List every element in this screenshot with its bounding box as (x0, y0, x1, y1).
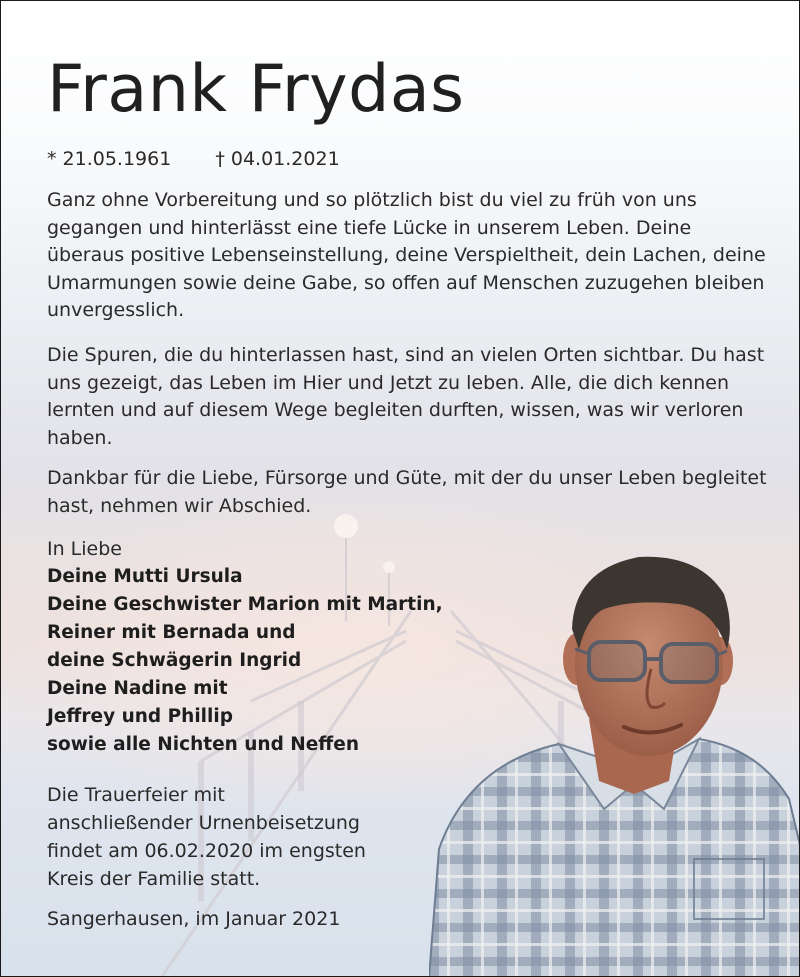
ceremony-line: Kreis der Familie statt. (47, 868, 261, 890)
ceremony-line: anschließender Urnenbeisetzung (47, 812, 360, 834)
signatory-line: Reiner mit Bernada und (47, 622, 296, 643)
portrait-photo (429, 549, 800, 977)
life-dates (47, 145, 340, 173)
ceremony-line: Die Trauerfeier mit (47, 784, 225, 806)
birth-date: * 21.05.1961 (47, 148, 172, 170)
obituary-paragraph: Die Spuren, die du hinterlassen hast, sind an vielen Orten sichtbar. Du hast uns gezeigt, das Leben im Hier und Jetzt zu leben. Alle, die dich kennen lernten und auf diesem Wege begleiten durften, wissen, was wir verloren haben. (47, 344, 765, 449)
deceased-name: Frank Frydas (47, 52, 465, 127)
signatory-line: Deine Geschwister Marion mit Martin, (47, 594, 443, 615)
greeting: In Liebe (47, 538, 122, 560)
signatory-line: sowie alle Nichten und Neffen (47, 734, 360, 755)
place-and-date: Sangerhausen, im Januar 2021 (47, 908, 341, 930)
ceremony-line: findet am 06.02.2020 im engsten (47, 840, 366, 862)
signatory-line: Deine Nadine mit (47, 678, 228, 699)
signatories (47, 563, 443, 759)
signatory-line: deine Schwägerin Ingrid (47, 650, 302, 671)
signatory-line: Deine Mutti Ursula (47, 566, 243, 587)
obituary-paragraph: Dankbar für die Liebe, Fürsorge und Güte, mit der du unser Leben begleitet hast, nehmen wir Abschied. (47, 467, 767, 517)
obituary-paragraph: Ganz ohne Vorbereitung und so plötzlich bist du viel zu früh von uns gegangen und hinterlässt eine tiefe Lücke in unserem Leben. Deine überaus positive Lebenseinstellung, deine Verspieltheit, dein Lachen, deine Umarmungen sowie deine Gabe, so offen auf Menschen zuzugehen bleiben unvergesslich. (47, 189, 766, 321)
signatory-line: Jeffrey und Phillip (47, 706, 233, 727)
death-date: † 04.01.2021 (215, 148, 340, 170)
ceremony-info (47, 781, 437, 893)
